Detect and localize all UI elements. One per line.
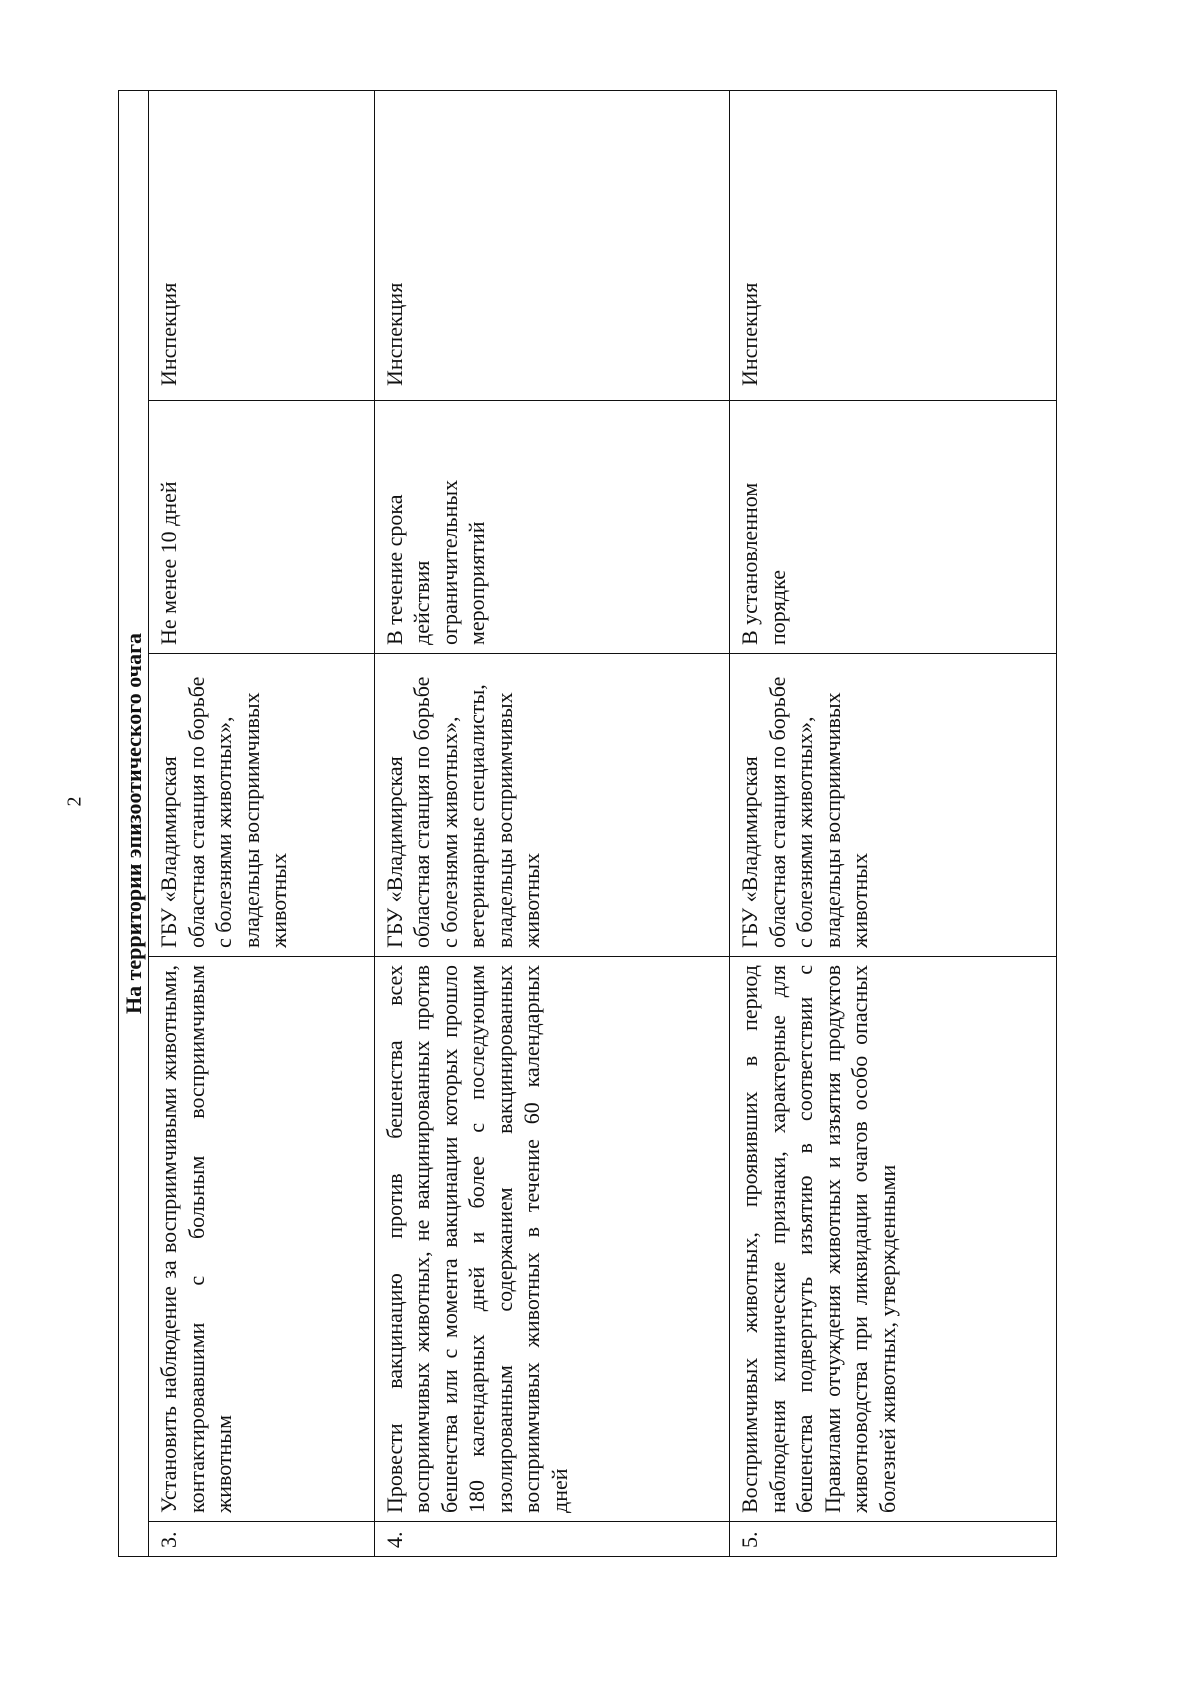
row-number: 4. — [374, 1522, 730, 1557]
control-text: Инспекция — [374, 90, 730, 400]
row-number: 5. — [730, 1522, 1057, 1557]
rotated-table-sheet — [118, 91, 1057, 1557]
table-row — [149, 90, 375, 1556]
control-text: Инспекция — [730, 90, 1057, 400]
responsible-text: ГБУ «Владимирская областная станция по борьбе с болезнями животных», владельцы восприимчивых животных — [730, 654, 1057, 957]
measure-text: Восприимчивых животных, проявивших в период наблюдения клинические признаки, характерные для бешенства подвергнуть изъятию в соответствии с Правилами отчуждения животных и изъятия продуктов животноводства при ликвидации очагов особо опасных болезней животных, утвержденными — [730, 957, 1057, 1522]
term-text: Не менее 10 дней — [149, 401, 375, 654]
table-row — [730, 90, 1057, 1556]
measure-text: Провести вакцинацию против бешенства всех восприимчивых животных, не вакцинированных против бешенства или с момента вакцинации которых прошло 180 календарных дней и более с последующим изолированным содержанием вакцинированных восприимчивых животных в течение 60 календарных дней — [374, 957, 730, 1522]
table-row — [374, 90, 730, 1556]
measure-text: Установить наблюдение за восприимчивыми животными, контактировавшими с больным восприимчивым животным — [149, 957, 375, 1522]
row-number: 3. — [149, 1522, 375, 1557]
term-text: В течение срока действия ограничительных мероприятий — [374, 401, 730, 654]
page-number: 2 — [63, 796, 86, 807]
section-header: На территории эпизоотического очага — [119, 90, 149, 1556]
section-header-row — [119, 90, 149, 1556]
term-text: В установленном порядке — [730, 401, 1057, 654]
measures-table — [118, 90, 1057, 1557]
control-text: Инспекция — [149, 90, 375, 400]
responsible-text: ГБУ «Владимирская областная станция по борьбе с болезнями животных», ветеринарные специалисты, владельцы восприимчивых животных — [374, 654, 730, 957]
responsible-text: ГБУ «Владимирская областная станция по борьбе с болезнями животных», владельцы восприимчивых животных — [149, 654, 375, 957]
